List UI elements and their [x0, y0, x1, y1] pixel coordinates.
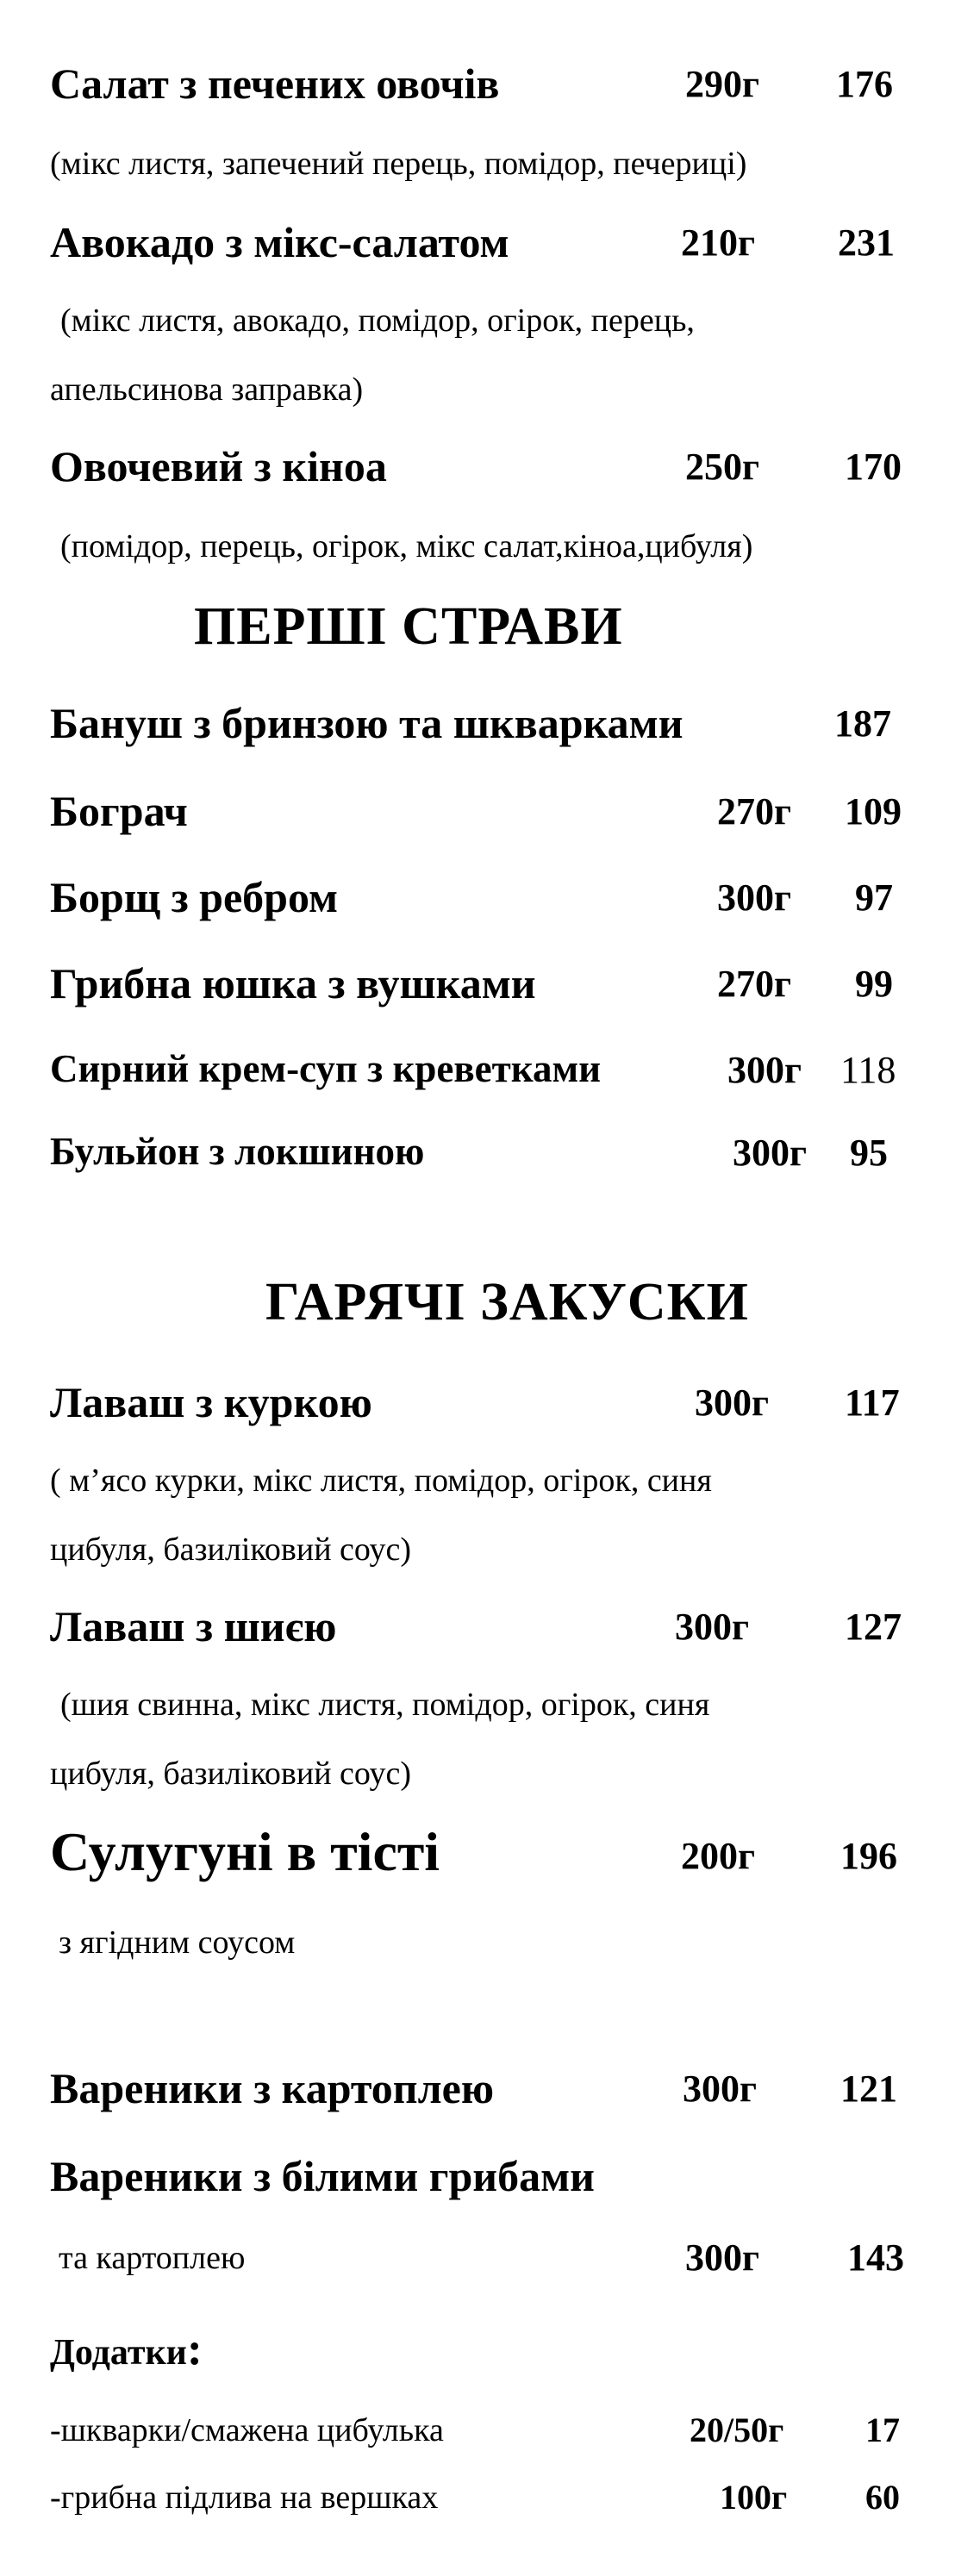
dish-price: 170: [845, 446, 902, 488]
extras-title: Додатки: [50, 2333, 187, 2373]
dish-description: цибуля, базиліковий соус): [50, 1531, 411, 1568]
dish-name: Сулугуні в тісті: [50, 1821, 440, 1882]
section-title-first-courses: ПЕРШІ СТРАВИ: [194, 597, 623, 656]
extra-weight: 20/50г: [690, 2411, 784, 2449]
dish-name: Салат з печених овочів: [50, 59, 500, 108]
dish-name: Авокадо з мікс-салатом: [50, 218, 509, 266]
dish-weight: 300г: [695, 1382, 769, 1424]
dish-description: (помідор, перець, огірок, мікс салат,кіноа,цибуля): [60, 528, 753, 564]
dish-name: Сирний крем-суп з креветками: [50, 1047, 602, 1090]
dish-weight: 200г: [681, 1835, 755, 1877]
dish-weight: 300г: [685, 2236, 759, 2279]
dish-price: 231: [838, 221, 895, 264]
dish-price: 97: [855, 876, 893, 919]
dish-price: 99: [855, 963, 893, 1005]
dish-description: ( м’ясо курки, мікс листя, помідор, огірок, синя: [50, 1463, 712, 1499]
dish-price: 95: [850, 1132, 888, 1174]
extra-name: -шкварки/смажена цибулька: [50, 2412, 444, 2448]
extra-price: 60: [865, 2478, 900, 2517]
dish-description: апельсинова заправка): [50, 371, 364, 408]
dish-description: цибуля, базиліковий соус): [50, 1756, 411, 1792]
dish-weight: 300г: [727, 1049, 802, 1091]
dish-price: 109: [845, 790, 902, 833]
extra-name: -грибна підлива на вершках: [50, 2479, 439, 2516]
dish-description: (шия свинна, мікс листя, помідор, огірок, синя: [60, 1687, 710, 1723]
dish-weight: 270г: [717, 790, 791, 833]
dish-name: Борщ з ребром: [50, 873, 339, 921]
dish-price: 176: [836, 63, 893, 105]
dish-weight: 270г: [717, 963, 791, 1005]
dish-price: 196: [840, 1835, 897, 1877]
extra-price: 17: [865, 2411, 900, 2449]
dish-price: 127: [845, 1606, 902, 1648]
dish-name: Овочевий з кіноа: [50, 442, 387, 490]
dish-price: 121: [840, 2068, 897, 2110]
section-title-extras: [50, 2322, 203, 2375]
dish-weight: 250г: [685, 446, 759, 488]
dish-name: Лаваш з куркою: [50, 1378, 372, 1426]
dish-weight: 300г: [733, 1132, 807, 1174]
dish-description: (мікс листя, авокадо, помідор, огірок, перець,: [60, 303, 695, 339]
dish-weight: 300г: [675, 1606, 749, 1648]
dish-weight: 290г: [685, 63, 759, 105]
dish-name: Бульйон з локшиною: [50, 1130, 425, 1173]
dish-description: з ягідним соусом: [59, 1924, 296, 1961]
dish-name: Вареники з білими грибами: [50, 2152, 595, 2200]
section-title-hot-snacks: ГАРЯЧІ ЗАКУСКИ: [265, 1273, 749, 1332]
dish-name: Вареники з картоплею: [50, 2064, 495, 2112]
extra-weight: 100г: [720, 2478, 788, 2517]
dish-price: 187: [834, 702, 891, 745]
dish-weight: 300г: [683, 2068, 757, 2110]
dish-name: Лаваш з шиєю: [50, 1602, 337, 1650]
dish-name: Бануш з бринзою та шкварками: [50, 699, 683, 747]
dish-weight: 300г: [717, 876, 791, 919]
dish-price: 118: [840, 1049, 896, 1091]
dish-description: та картоплею: [59, 2240, 246, 2276]
dish-price: 117: [845, 1382, 900, 1424]
dish-weight: 210г: [681, 221, 755, 264]
dish-price: 143: [847, 2236, 904, 2279]
dish-name: Бограч: [50, 787, 188, 835]
dish-description: (мікс листя, запечений перець, помідор, печериці): [50, 146, 747, 182]
extras-colon: :: [186, 2323, 203, 2374]
dish-name: Грибна юшка з вушками: [50, 959, 536, 1007]
